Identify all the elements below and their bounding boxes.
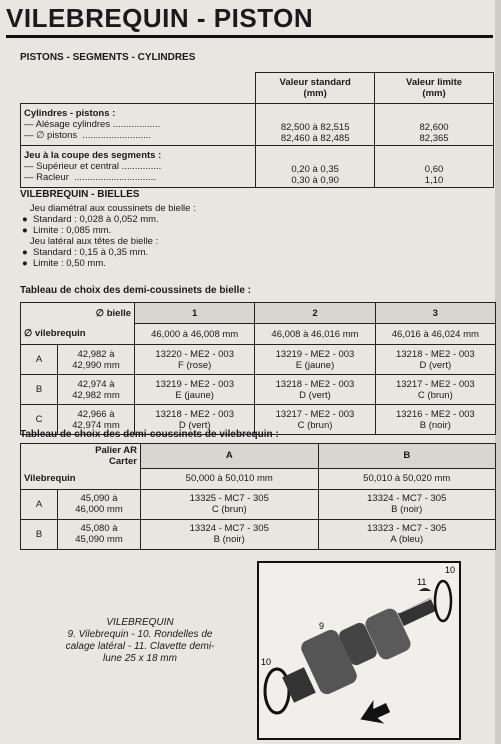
- row-segments-limite: 0,60 1,10: [375, 146, 494, 188]
- row-key: C: [21, 405, 58, 435]
- caption-text: 9. Vilebrequin - 10. Rondelles de calage latéral - 11. Clavette demi-lune 25 x 18 mm: [65, 629, 215, 664]
- row-cylindres-label: [21, 104, 256, 146]
- table-bielle-heading: Tableau de choix des demi-coussinets de bielle :: [20, 285, 251, 296]
- table-cell: 13217 - ME2 - 003 C (brun): [255, 405, 375, 435]
- row-key: A: [21, 345, 58, 375]
- bielle-choice-table: [20, 302, 496, 435]
- row-cylindres-standard: 82,500 à 82,515 82,460 à 82,485: [256, 104, 375, 146]
- figure-caption: [60, 617, 220, 665]
- direction-arrow-icon: [355, 696, 393, 732]
- col-head-3: 3: [375, 303, 495, 324]
- row-range: 42,974 à 42,982 mm: [58, 375, 135, 405]
- page-title: VILEBREQUIN - PISTON: [6, 3, 314, 33]
- table-cell: 13219 - ME2 - 003 E (jaune): [255, 345, 375, 375]
- crankshaft-icon: [282, 597, 436, 703]
- row-cylindres-title: Cylindres - pistons :: [24, 108, 116, 119]
- table-cell: 13218 - ME2 - 003 D (vert): [135, 405, 255, 435]
- label-10-left: 10: [261, 657, 272, 667]
- table-cell: 13219 - ME2 - 003 E (jaune): [135, 375, 255, 405]
- washer-left-icon: [265, 669, 289, 713]
- range-a: 50,000 à 50,010 mm: [141, 468, 319, 489]
- col-head-a: A: [141, 444, 319, 469]
- label-10-right: 10: [445, 565, 456, 575]
- header-palier: Palier AR Carter: [21, 444, 141, 469]
- key-icon: [419, 588, 431, 591]
- col-valeur-standard: Valeur standard (mm): [256, 73, 375, 104]
- bielles-specs-text: Jeu diamétral aux coussinets de bielle : ● Standard : 0,028 à 0,052 mm. ● Limite : 0,085 mm. Jeu latéral aux têtes de bielle : ● Standard : 0,15 à 0,35 mm. ● Limite : 0,50 mm.: [22, 203, 196, 269]
- table-cell: 13220 - ME2 - 003 F (rose): [135, 345, 255, 375]
- header-bielle: ∅ bielle: [21, 303, 135, 324]
- table-cell: 13324 - MC7 - 305 B (noir): [318, 489, 496, 519]
- row-range: 45,090 à 46,000 mm: [58, 489, 141, 519]
- col-head-b: B: [318, 444, 496, 469]
- crankshaft-illustration: [259, 563, 459, 738]
- section-heading-pistons: PISTONS - SEGMENTS - CYLINDRES: [20, 52, 196, 63]
- table-cell: 13216 - ME2 - 003 B (noir): [375, 405, 495, 435]
- row-key: B: [21, 375, 58, 405]
- label-11: 11: [417, 577, 427, 587]
- row-key: B: [21, 519, 58, 549]
- header-vilebrequin: ∅ vilebrequin: [21, 324, 135, 345]
- vilebrequin-choice-table: [20, 443, 496, 550]
- caption-title: VILEBREQUIN: [106, 617, 174, 628]
- section-heading-vilebrequin-bielles: VILEBREQUIN - BIELLES: [20, 189, 140, 200]
- range-b: 50,010 à 50,020 mm: [318, 468, 496, 489]
- table-cell: 13324 - MC7 - 305 B (noir): [141, 519, 319, 549]
- table-cell: 13323 - MC7 - 305 A (bleu): [318, 519, 496, 549]
- range-1: 46,000 à 46,008 mm: [135, 324, 255, 345]
- row-segments-standard: 0,20 à 0,35 0,30 à 0,90: [256, 146, 375, 188]
- pistons-table: [20, 72, 494, 188]
- row-range: 42,982 à 42,990 mm: [58, 345, 135, 375]
- col-valeur-limite: Valeur limite (mm): [375, 73, 494, 104]
- col-head-2: 2: [255, 303, 375, 324]
- table-cell: 13218 - ME2 - 003 D (vert): [255, 375, 375, 405]
- label-9: 9: [319, 621, 325, 631]
- row-range: 45,080 à 45,090 mm: [58, 519, 141, 549]
- row-segments-title: Jeu à la coupe des segments :: [24, 150, 162, 161]
- washer-right-icon: [435, 581, 451, 621]
- row-cylindres-limite: 82,600 82,365: [375, 104, 494, 146]
- table-vilebrequin-heading: Tableau de choix des demi-coussinets de vilebrequin :: [20, 429, 279, 440]
- row-range: 42,966 à 42,974 mm: [58, 405, 135, 435]
- crankshaft-figure: [257, 561, 461, 740]
- row-segments-items: — Supérieur et central ............... — Racleur ...............................: [24, 161, 162, 183]
- header-vilebrequin: Vilebrequin: [21, 468, 141, 489]
- row-segments-label: [21, 146, 256, 188]
- row-key: A: [21, 489, 58, 519]
- range-3: 46,016 à 46,024 mm: [375, 324, 495, 345]
- table-cell: 13325 - MC7 - 305 C (brun): [141, 489, 319, 519]
- title-rule: [6, 35, 493, 38]
- table-cell: 13217 - ME2 - 003 C (brun): [375, 375, 495, 405]
- col-head-1: 1: [135, 303, 255, 324]
- table-cell: 13218 - ME2 - 003 D (vert): [375, 345, 495, 375]
- row-cylindres-items: — Alésage cylindres .................. — ∅ pistons ..........................: [24, 119, 161, 141]
- range-2: 46,008 à 46,016 mm: [255, 324, 375, 345]
